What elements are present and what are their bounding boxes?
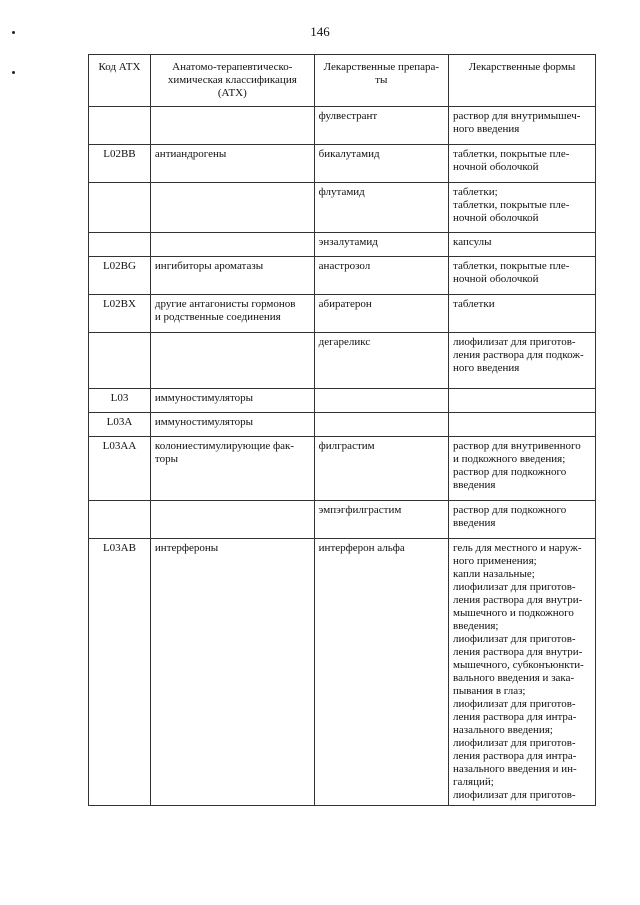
cell-form: таблетки; таблетки, покрытые пле- ночной оболочкой — [449, 183, 596, 233]
cell-class — [150, 333, 314, 389]
atc-table — [88, 54, 596, 806]
page-number: 146 — [310, 24, 330, 39]
header-class: Анатомо-терапевтическо- химическая классификация (АТХ) — [150, 55, 314, 107]
cell-form — [449, 389, 596, 413]
table-row — [89, 413, 596, 437]
table-row — [89, 501, 596, 539]
cell-drug: фулвестрант — [314, 107, 448, 145]
cell-code: L03 — [89, 389, 151, 413]
cell-drug: бикалутамид — [314, 145, 448, 183]
table-row — [89, 145, 596, 183]
cell-code: L03AA — [89, 437, 151, 501]
table-row — [89, 437, 596, 501]
cell-class: ингибиторы ароматазы — [150, 257, 314, 295]
header-code: Код АТХ — [89, 55, 151, 107]
cell-drug: абиратерон — [314, 295, 448, 333]
table-row — [89, 107, 596, 145]
cell-code: L02BX — [89, 295, 151, 333]
table-row — [89, 257, 596, 295]
cell-drug: анастрозол — [314, 257, 448, 295]
cell-drug: энзалутамид — [314, 233, 448, 257]
cell-code — [89, 183, 151, 233]
cell-form — [449, 413, 596, 437]
cell-class: иммуностимуляторы — [150, 389, 314, 413]
cell-drug: дегареликс — [314, 333, 448, 389]
cell-form: раствор для внутривенного и подкожного введения; раствор для подкожного введения — [449, 437, 596, 501]
cell-form: гель для местного и наруж- ного применения; капли назальные; лиофилизат для приготов- ления раствора для внутри- мышечного и подкожного введения; лиофилизат для приготов- ления раствора для внутри- мышечного, субконъюнкти- вального введения и зака- пывания в глаз; лиофилизат для приготов- ления раствора для интра- назального введения; лиофилизат для приготов- ления раствора для интра- назального введения и ин- галяций; лиофилизат для приготов- — [449, 539, 596, 806]
table-row — [89, 539, 596, 806]
table-row — [89, 295, 596, 333]
cell-class — [150, 183, 314, 233]
cell-code — [89, 107, 151, 145]
cell-class — [150, 501, 314, 539]
cell-form: таблетки, покрытые пле- ночной оболочкой — [449, 145, 596, 183]
cell-class: другие антагонисты гормонов и родственные соединения — [150, 295, 314, 333]
table-row — [89, 183, 596, 233]
table-row — [89, 233, 596, 257]
cell-code — [89, 501, 151, 539]
table-row — [89, 333, 596, 389]
cell-drug: эмпэгфилграстим — [314, 501, 448, 539]
cell-class — [150, 233, 314, 257]
cell-code — [89, 233, 151, 257]
cell-form: раствор для подкожного введения — [449, 501, 596, 539]
cell-form: таблетки — [449, 295, 596, 333]
cell-code: L03AB — [89, 539, 151, 806]
cell-class: колониестимулирующие фак- торы — [150, 437, 314, 501]
cell-class: иммуностимуляторы — [150, 413, 314, 437]
cell-form: капсулы — [449, 233, 596, 257]
cell-drug: флутамид — [314, 183, 448, 233]
cell-drug — [314, 413, 448, 437]
cell-form: раствор для внутримышеч- ного введения — [449, 107, 596, 145]
table-header-row — [89, 55, 596, 107]
cell-class: интерфероны — [150, 539, 314, 806]
cell-drug — [314, 389, 448, 413]
table-row — [89, 389, 596, 413]
cell-class: антиандрогены — [150, 145, 314, 183]
margin-dot — [12, 71, 15, 74]
cell-code: L02BG — [89, 257, 151, 295]
header-drugs: Лекарственные препара- ты — [314, 55, 448, 107]
header-forms: Лекарственные формы — [449, 55, 596, 107]
cell-code: L02BB — [89, 145, 151, 183]
cell-class — [150, 107, 314, 145]
cell-drug: филграстим — [314, 437, 448, 501]
cell-drug: интерферон альфа — [314, 539, 448, 806]
cell-form: таблетки, покрытые пле- ночной оболочкой — [449, 257, 596, 295]
cell-code — [89, 333, 151, 389]
cell-form: лиофилизат для приготов- ления раствора для подкож- ного введения — [449, 333, 596, 389]
cell-code: L03A — [89, 413, 151, 437]
